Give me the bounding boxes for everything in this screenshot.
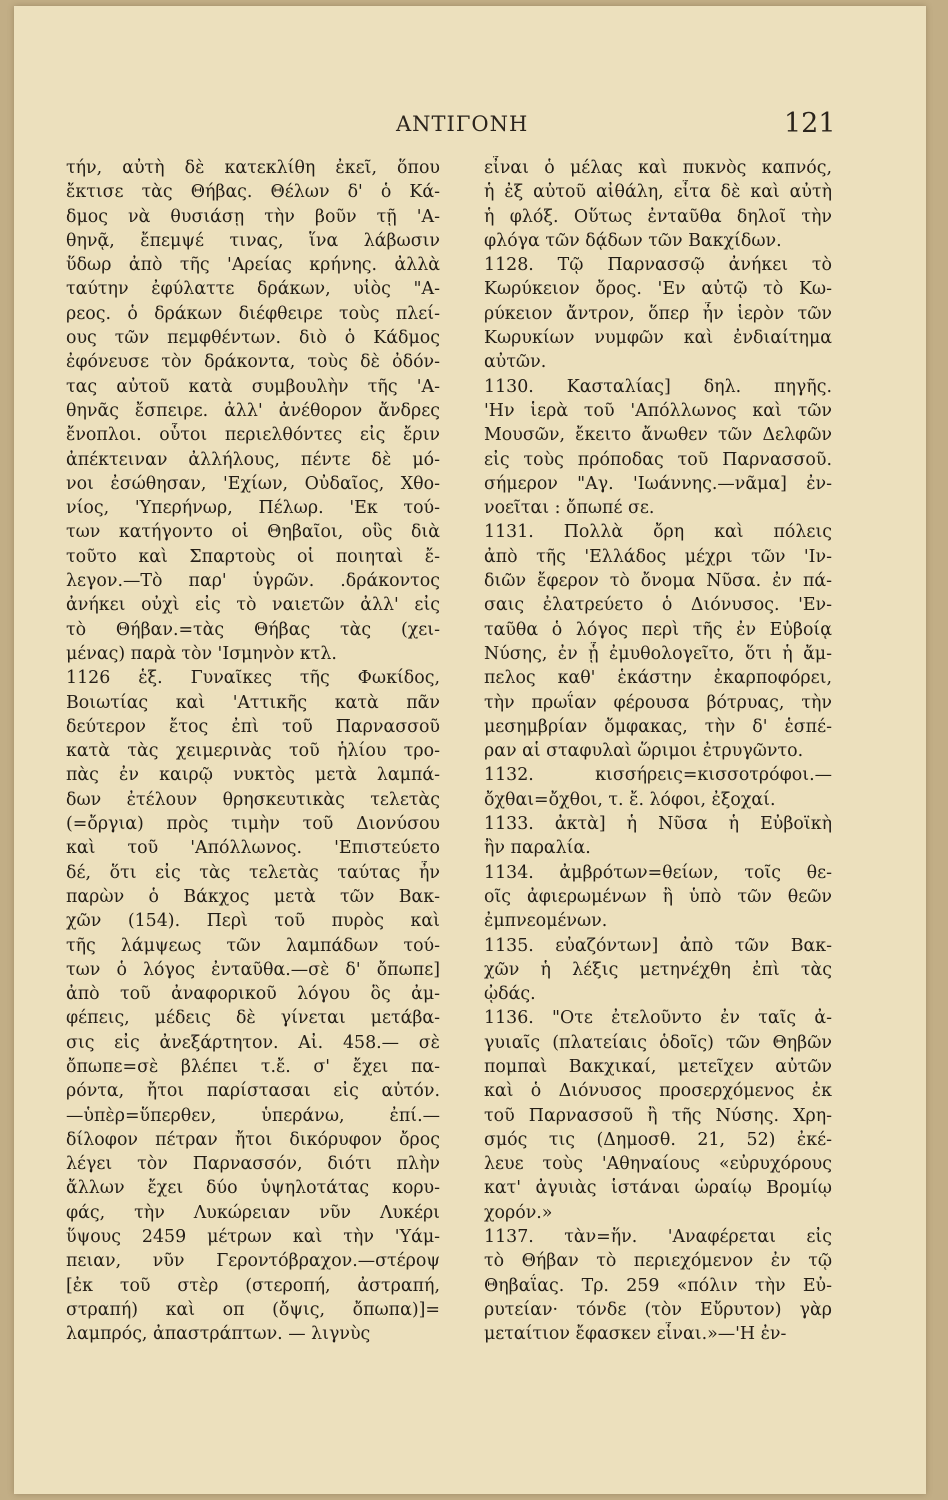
text-line: πειαν, νῦν Γεροντόβραχον.—στέροψ bbox=[66, 1251, 440, 1272]
text-line: Κωρύκειον ὄρος. 'Εν αὐτῷ τὸ Κω- bbox=[484, 279, 832, 300]
text-line: ἡ φλόξ. Οὕτως ἐνταῦθα δηλοῖ τὴν bbox=[484, 206, 832, 227]
text-line: τὸ Θήβαν.=τὰς Θήβας τὰς (χει- bbox=[66, 619, 440, 640]
text-line: φέπεις, μέδεις δὲ γίνεται μετάβα- bbox=[66, 1008, 440, 1029]
text-line: σήμερον "Αγ. 'Ιωάννης.—νᾶμα] ἐν- bbox=[484, 473, 832, 494]
left-column bbox=[66, 156, 440, 1347]
text-line: σις εἰς ἀνεξάρτητον. Αἰ. 458.— σὲ bbox=[66, 1032, 440, 1053]
text-line: των ὁ λόγος ἐνταῦθα.—σὲ δ' ὄπωπε] bbox=[66, 959, 440, 980]
text-line: ὄπωπε=σὲ βλέπει τ.ἔ. σ' ἔχει πα- bbox=[66, 1056, 440, 1077]
text-line: 1128. Τῷ Παρνασσῷ ἀνήκει τὸ bbox=[484, 255, 832, 276]
text-line: φάς, τὴν Λυκώρειαν νῦν Λυκέρι bbox=[66, 1202, 440, 1223]
text-line: 1131. Πολλὰ ὄρη καὶ πόλεις bbox=[484, 522, 832, 543]
text-line: νοι ἐσώθησαν, 'Εχίων, Οὐδαῖος, Χθο- bbox=[66, 473, 440, 494]
text-line: νοεῖται : ὄπωπέ σε. bbox=[484, 498, 655, 519]
text-line: Κωρυκίων νυμφῶν καὶ ἐνδιαίτημα bbox=[484, 328, 832, 349]
text-line: 1132. κισσήρεις=κισσοτρόφοι.— bbox=[484, 765, 832, 786]
text-line: τῆς λάμψεως τῶν λαμπάδων τού- bbox=[66, 935, 440, 956]
text-line: καὶ ὁ Διόνυσος προσερχόμενος ἐκ bbox=[484, 1081, 832, 1102]
text-line: καὶ τοῦ 'Απόλλωνος. 'Επιστεύετο bbox=[66, 838, 440, 859]
text-line: 1135. εὐαζόντων] ἀπὸ τῶν Βακ- bbox=[484, 935, 832, 956]
text-line: κατὰ τὰς χειμερινὰς τοῦ ἡλίου τρο- bbox=[66, 741, 440, 762]
text-line: ρυτείαν· τόνδε (τὸν Εὔρυτον) γὰρ bbox=[484, 1299, 832, 1320]
running-title: ΑΝΤΙΓΟΝΗ bbox=[396, 112, 529, 136]
text-line: στραπή) καὶ οπ (ὄψις, ὄπωπα)]= bbox=[66, 1299, 440, 1320]
text-line: 1136. "Οτε ἐτελοῦντο ἐν ταῖς ἀ- bbox=[484, 1008, 832, 1029]
text-line: ἐμπνεομένων. bbox=[484, 911, 608, 932]
text-line: πελος καθ' ἑκάστην ἐκαρποφόρει, bbox=[484, 668, 832, 689]
text-line: ἔνοπλοι. οὗτοι περιελθόντες εἰς ἔριν bbox=[66, 425, 440, 446]
text-line: ρόντα, ἤτοι παρίστασαι εἰς αὐτόν. bbox=[66, 1081, 440, 1102]
text-line: τας αὐτοῦ κατὰ συμβουλὴν τῆς 'Α- bbox=[66, 376, 440, 397]
text-line: ἐφόνευσε τὸν δράκοντα, τοὺς δὲ ὀδόν- bbox=[66, 352, 440, 373]
text-line: δίλοφον πέτραν ἤτοι δικόρυφον ὄρος bbox=[66, 1129, 440, 1150]
text-line: μεσημβρίαν ὄμφακας, τὴν δ' ἑσπέ- bbox=[484, 716, 832, 737]
text-line: ἀπέκτειναν ἀλλήλους, πέντε δὲ μό- bbox=[66, 449, 440, 470]
text-line: οῖς ἀφιερωμένων ἢ ὑπὸ τῶν θεῶν bbox=[484, 886, 832, 907]
text-line: 1134. ἀμβρότων=θείων, τοῖς θε- bbox=[484, 862, 832, 883]
text-line: δεύτερον ἔτος ἐπὶ τοῦ Παρνασσοῦ bbox=[66, 716, 440, 737]
text-line: ταῦθα ὁ λόγος περὶ τῆς ἐν Εὐβοίᾳ bbox=[484, 619, 832, 640]
text-line: ρύκειον ἄντρον, ὅπερ ἦν ἱερὸν τῶν bbox=[484, 303, 832, 324]
text-line: τήν, αὐτὴ δὲ κατεκλίθη ἐκεῖ, ὅπου bbox=[66, 158, 440, 178]
text-line: 1126 ἑξ. Γυναῖκες τῆς Φωκίδος, bbox=[66, 668, 440, 689]
text-line: ὄχθαι=ὄχθοι, τ. ἔ. λόφοι, ἐξοχαί. bbox=[484, 789, 776, 810]
text-line: σμός τις (Δημοσθ. 21, 52) ἐκέ- bbox=[484, 1129, 832, 1150]
text-line: λευε τοὺς 'Αθηναίους «εὐρυχόρους bbox=[484, 1154, 832, 1175]
text-line: δμος νὰ θυσιάσῃ τὴν βοῦν τῇ 'Α- bbox=[66, 206, 440, 227]
text-line: λαμπρός, ἀπαστράπτων. — λιγνὺς bbox=[66, 1324, 371, 1345]
text-line: θηνᾷ, ἔπεμψέ τινας, ἵνα λάβωσιν bbox=[66, 230, 440, 251]
text-line: ρεος. ὁ δράκων διέφθειρε τοὺς πλεί- bbox=[66, 303, 440, 324]
text-line: ἡ ἐξ αὐτοῦ αἰθάλη, εἶτα δὲ καὶ αὐτὴ bbox=[484, 182, 832, 203]
text-line: νίος, 'Υπερήνωρ, Πέλωρ. 'Εκ τού- bbox=[66, 498, 440, 519]
text-line: χῶν (154). Περὶ τοῦ πυρὸς καὶ bbox=[66, 911, 440, 932]
text-line: χορόν.» bbox=[484, 1202, 553, 1223]
text-line: 1137. τὰν=ἥν. 'Αναφέρεται εἰς bbox=[484, 1227, 832, 1248]
text-line: Βοιωτίας καὶ 'Αττικῆς κατὰ πᾶν bbox=[66, 692, 440, 713]
text-line: εἰς τοὺς πρόποδας τοῦ Παρνασσοῦ. bbox=[484, 449, 832, 470]
text-line: ἔκτισε τὰς Θήβας. Θέλων δ' ὁ Κά- bbox=[66, 182, 440, 203]
text-line: σαις ἐλατρεύετο ὁ Διόνυσος. 'Εν- bbox=[484, 595, 832, 616]
text-line: μεταίτιον ἔφασκεν εἶναι.»—'Η ἐν- bbox=[484, 1324, 787, 1345]
text-line: ᾠδάς. bbox=[484, 984, 536, 1005]
right-column bbox=[484, 156, 832, 1347]
text-line: 1130. Κασταλίας] δηλ. πηγῆς. bbox=[484, 376, 832, 397]
text-line: ὕψους 2459 μέτρων καὶ τὴν 'Υάμ- bbox=[66, 1227, 440, 1248]
text-line: (=ὄργια) πρὸς τιμὴν τοῦ Διονύσου bbox=[66, 814, 440, 835]
text-line: λεγον.—Τὸ παρ' ὑγρῶν. .δράκοντος bbox=[66, 571, 440, 592]
text-line: 1133. ἀκτὰ] ἡ Νῦσα ἡ Εὐβοϊκὴ bbox=[484, 814, 832, 835]
text-line: —ὑπὲρ=ὕπερθεν, ὑπεράνω, ἐπί.— bbox=[66, 1105, 440, 1126]
text-line: 'Ην ἱερὰ τοῦ 'Απόλλωνος καὶ τῶν bbox=[484, 400, 832, 421]
text-line: διῶν ἔφερον τὸ ὄνομα Νῦσα. ἐν πά- bbox=[484, 571, 832, 592]
text-line: πὰς ἐν καιρῷ νυκτὸς μετὰ λαμπά- bbox=[66, 765, 440, 786]
text-line: δων ἐτέλουν θρησκευτικὰς τελετὰς bbox=[66, 789, 440, 810]
text-line: γυιαῖς (πλατείαις ὁδοῖς) τῶν Θηβῶν bbox=[484, 1032, 832, 1053]
text-line: Μουσῶν, ἔκειτο ἄνωθεν τῶν Δελφῶν bbox=[484, 425, 832, 446]
text-line: ἄλλων ἔχει δύο ὑψηλοτάτας κορυ- bbox=[66, 1178, 440, 1199]
page-number: 121 bbox=[784, 108, 836, 139]
text-line: Νύσης, ἐν ᾗ ἐμυθολογεῖτο, ὅτι ἡ ἄμ- bbox=[484, 643, 832, 664]
text-line: τοῦ Παρνασσοῦ ἢ τῆς Νύσης. Χρη- bbox=[484, 1105, 832, 1126]
text-line: πομπαὶ Βακχικαί, μετεῖχεν αὐτῶν bbox=[484, 1056, 832, 1077]
text-line: εἶναι ὁ μέλας καὶ πυκνὸς καπνός, bbox=[484, 158, 832, 178]
text-line: τοῦτο καὶ Σπαρτοὺς οἱ ποιηταὶ ἔ- bbox=[66, 546, 440, 567]
text-line: λέγει τὸν Παρνασσόν, διότι πλὴν bbox=[66, 1154, 440, 1175]
text-line: Θηβαΐας. Τρ. 259 «πόλιν τὴν Εὐ- bbox=[484, 1275, 832, 1296]
text-line: κατ' ἀγυιὰς ἱστάναι ὡραίῳ Βρομίῳ bbox=[484, 1178, 832, 1199]
text-line: ὕδωρ ἀπὸ τῆς 'Αρείας κρήνης. ἀλλὰ bbox=[66, 255, 440, 276]
text-line: ἀπὸ τοῦ ἀναφορικοῦ λόγου ὃς ἀμ- bbox=[66, 984, 440, 1005]
text-line: δέ, ὅτι εἰς τὰς τελετὰς ταύτας ἦν bbox=[66, 862, 440, 883]
text-line: αὐτῶν. bbox=[484, 352, 547, 373]
text-line: ἀνήκει οὐχὶ εἰς τὸ ναιετῶν ἀλλ' εἰς bbox=[66, 595, 440, 616]
text-line: ταύτην ἐφύλαττε δράκων, υἱὸς "Α- bbox=[66, 279, 440, 300]
text-line: των κατήγοντο οἱ Θηβαῖοι, οὓς διὰ bbox=[66, 522, 440, 543]
text-line: μένας) παρὰ τὸν 'Ισμηνὸν κτλ. bbox=[66, 643, 337, 664]
text-line: θηνᾶς ἔσπειρε. ἀλλ' ἀνέθορον ἄνδρες bbox=[66, 400, 440, 421]
text-line: [ἐκ τοῦ στὲρ (στεροπή, ἀστραπή, bbox=[66, 1275, 440, 1296]
text-line: τὴν πρωΐαν φέρουσα βότρυας, τὴν bbox=[484, 692, 832, 713]
text-line: τὸ Θήβαν τὸ περιεχόμενον ἐν τῷ bbox=[484, 1251, 832, 1272]
text-line: ἢν παραλία. bbox=[484, 838, 591, 859]
text-line: παρὼν ὁ Βάκχος μετὰ τῶν Βακ- bbox=[66, 886, 440, 907]
text-line: ραν αἱ σταφυλαὶ ὥριμοι ἐτρυγῶντο. bbox=[484, 741, 804, 762]
text-line: ἀπὸ τῆς 'Ελλάδος μέχρι τῶν 'Ιν- bbox=[484, 546, 832, 567]
page-header bbox=[0, 108, 948, 148]
text-line: ους τῶν πεμφθέντων. διὸ ὁ Κάδμος bbox=[66, 328, 440, 349]
text-line: χῶν ἡ λέξις μετηνέχθη ἐπὶ τὰς bbox=[484, 959, 832, 980]
text-line: φλόγα τῶν δᾴδων τῶν Βακχίδων. bbox=[484, 230, 782, 251]
